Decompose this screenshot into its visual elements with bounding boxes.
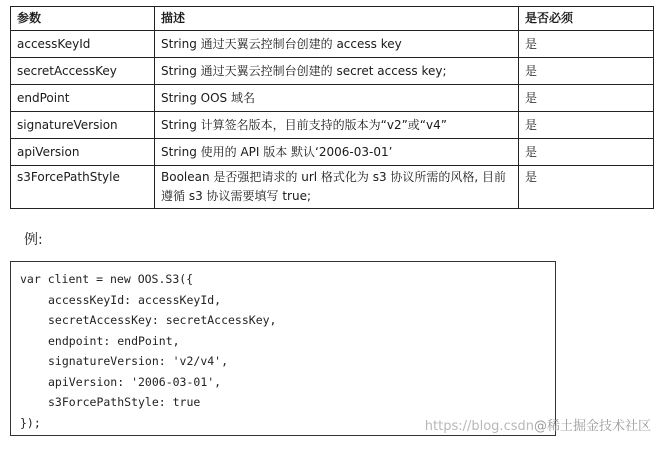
table-row bbox=[11, 58, 654, 85]
param-name: signatureVersion bbox=[11, 112, 155, 139]
table-row bbox=[11, 139, 654, 166]
table-row bbox=[11, 85, 654, 112]
table-row bbox=[11, 112, 654, 139]
param-required: 是 bbox=[519, 85, 654, 112]
example-label: 例: bbox=[24, 232, 43, 248]
header-required: 是否必须 bbox=[519, 7, 654, 31]
param-required: 是 bbox=[519, 166, 654, 209]
code-line: secretAccessKey: secretAccessKey, bbox=[48, 313, 277, 327]
params-table bbox=[10, 6, 654, 209]
table-header-row bbox=[11, 7, 654, 31]
header-param: 参数 bbox=[11, 7, 155, 31]
header-description: 描述 bbox=[155, 7, 519, 31]
param-description: Boolean 是否强把请求的 url 格式化为 s3 协议所需的风格, 目前遵循 s3 协议需要填写 true; bbox=[155, 166, 519, 209]
param-description: String 通过天翼云控制台创建的 access key bbox=[155, 31, 519, 58]
code-line: var client = new OOS.S3({ bbox=[20, 272, 194, 286]
code-line: endpoint: endPoint, bbox=[48, 333, 180, 348]
watermark-url: https://blog.csdn bbox=[424, 419, 534, 434]
code-block bbox=[10, 261, 556, 436]
param-description: String 计算签名版本，目前支持的版本为“v2”或“v4” bbox=[155, 112, 519, 139]
table-row bbox=[11, 166, 654, 209]
param-name: secretAccessKey bbox=[11, 58, 155, 85]
param-required: 是 bbox=[519, 58, 654, 85]
watermark bbox=[425, 415, 651, 434]
table-row bbox=[11, 31, 654, 58]
param-name: accessKeyId bbox=[11, 31, 155, 58]
param-description: String OOS 域名 bbox=[155, 85, 519, 112]
param-name: endPoint bbox=[11, 85, 155, 112]
param-required: 是 bbox=[519, 31, 654, 58]
code-line: accessKeyId: accessKeyId, bbox=[48, 292, 222, 307]
param-required: 是 bbox=[519, 112, 654, 139]
param-required: 是 bbox=[519, 139, 654, 166]
code-line: s3ForcePathStyle: true bbox=[48, 395, 201, 409]
code-line: apiVersion: '2006-03-01', bbox=[48, 374, 222, 389]
code-line: signatureVersion: 'v2/v4', bbox=[48, 354, 229, 368]
param-description: String 通过天翼云控制台创建的 secret access key; bbox=[155, 58, 519, 85]
param-description: String 使用的 API 版本 默认‘2006-03-01’ bbox=[155, 139, 519, 166]
code-line: }); bbox=[20, 415, 41, 430]
param-name: apiVersion bbox=[11, 139, 155, 166]
param-name: s3ForcePathStyle bbox=[11, 166, 155, 209]
watermark-brand: @稀土掘金技术社区 bbox=[533, 419, 651, 434]
